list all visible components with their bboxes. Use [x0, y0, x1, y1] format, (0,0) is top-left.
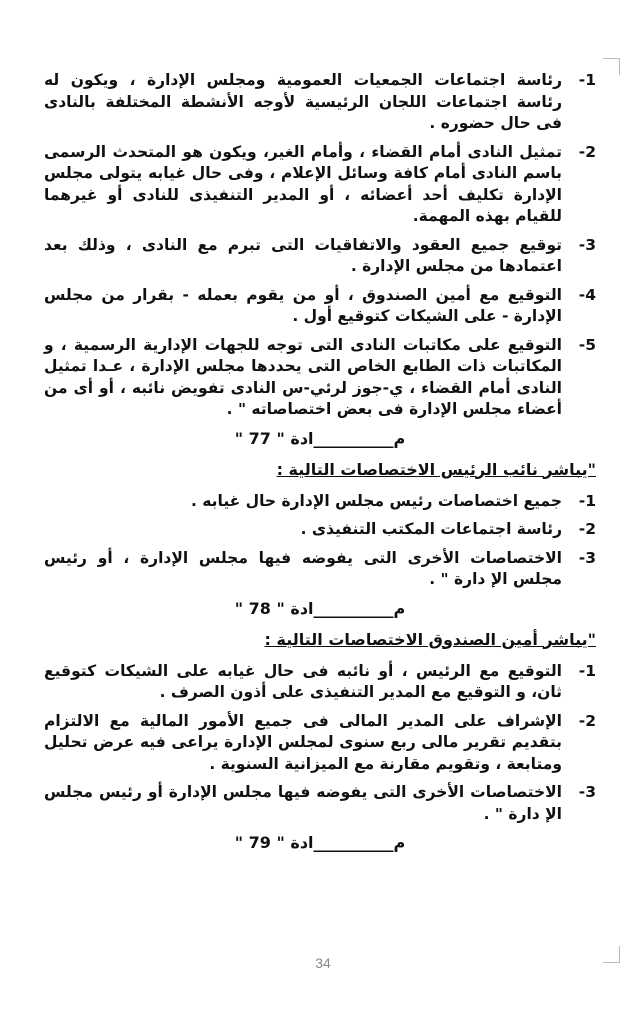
list-item: [44, 285, 596, 328]
item-text: جميع اختصاصات رئيس مجلس الإدارة حال غيابه .: [191, 491, 562, 510]
article-number-78: م__________ادة " 78 ": [234, 598, 406, 618]
list-item: [44, 519, 596, 541]
item-text: الإشراف على المدير المالى فى جميع الأمور المالية مع الالتزام بتقديم تقرير مالى ربع سنوى لمجلس الإدارة يراعى فيه عرض تحليل ومتابعة ، وتقويم مقارنة مع الميزانية السنوية .: [44, 711, 562, 773]
item-number: 1-: [578, 491, 596, 510]
item-text: الاختصاصات الأخرى التى يفوضه فيها مجلس الإدارة ، أو رئيس مجلس الإ دارة " .: [44, 548, 562, 588]
section-heading: "يباشر نائب الرئيس الاختصاصات التالية :: [276, 459, 596, 479]
list-item: [44, 235, 596, 278]
item-number: 1-: [578, 71, 596, 89]
section-heading: "يباشر أمين الصندوق الاختصاصات التالية :: [264, 629, 596, 649]
article-number-77: م__________ادة " 77 ": [234, 428, 406, 448]
crop-mark-top-right: [603, 58, 620, 75]
item-text: توقيع جميع العقود والاتفاقيات التى تبرم مع النادى ، وذلك بعد اعتمادها من مجلس الإدارة .: [44, 235, 562, 275]
list-item: [44, 335, 596, 421]
item-number: 2-: [578, 520, 596, 538]
item-text: تمثيل النادى أمام القضاء ، وأمام الغير، ويكون هو المتحدث الرسمى باسم النادى أمام كافة وسائل الإعلام ، وفى حال غيابه يتولى مجلس الإدارة تكليف أحد أعضائه ، أو المدير التنفيذى للنادى أو غيرهما للقيام بهذه المهمة.: [44, 142, 562, 225]
list-item: [44, 491, 596, 513]
item-text: التوقيع مع الرئيس ، أو نائبه فى حال غيابه على الشيكات كتوقيع ثان، و التوقيع مع المدير التنفيذى على أذون الصرف .: [44, 661, 562, 701]
item-number: 3-: [578, 783, 596, 801]
item-number: 5-: [578, 335, 596, 354]
item-number: 3-: [578, 235, 596, 254]
document-page: [18, 0, 628, 1024]
item-number: 2-: [578, 711, 596, 730]
list-item: [44, 782, 596, 825]
list-item: [44, 711, 596, 776]
page-content: [44, 70, 596, 864]
item-number: 1-: [578, 661, 596, 680]
page-number: 34: [315, 955, 331, 971]
item-number: 2-: [578, 142, 596, 161]
item-text: التوقيع على مكاتبات النادى التى توجه للجهات الإدارية الرسمية ، و المكاتبات ذات الطابع الخاص التى يحددها مجلس الإدارة ، عـدا تمثيل النادى أمام القضاء ، ي-جوز لرئي-س النادى تفويض نائبه ، أو أى من أعضاء مجلس الإدارة فى بعض اختصاصاته " .: [44, 335, 562, 418]
list-item: [44, 548, 596, 591]
item-number: 4-: [578, 285, 596, 304]
item-text: الاختصاصات الأخرى التى يفوضه فيها مجلس الإدارة أو رئيس مجلس الإ دارة " .: [44, 783, 562, 823]
article-number-79: م__________ادة " 79 ": [234, 833, 406, 852]
list-item: [44, 70, 596, 135]
item-text: التوقيع مع أمين الصندوق ، أو من يقوم بعمله - بقرار من مجلس الإدارة - على الشيكات كتوقيع أول .: [44, 285, 562, 325]
item-number: 3-: [578, 548, 596, 567]
list-item: [44, 142, 596, 228]
item-text: رئاسة اجتماعات الجمعيات العمومية ومجلس الإدارة ، ويكون له رئاسة اجتماعات اللجان الرئيسية لأوجه الأنشطة المختلفة بالنادى فى حال حضوره .: [44, 71, 562, 132]
item-text: رئاسة اجتماعات المكتب التنفيذى .: [300, 520, 562, 538]
list-item: [44, 661, 596, 704]
